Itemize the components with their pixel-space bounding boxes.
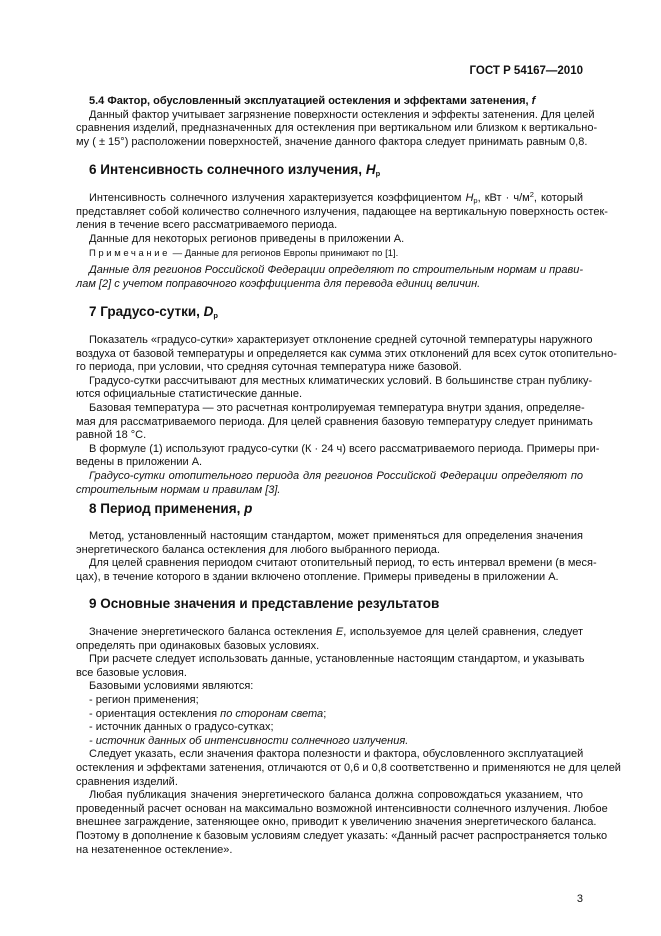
text-line: В формуле (1) используют градусо-сутки (К · 24 ч) всего рассматриваемого периода. Примеры при- [89, 442, 600, 455]
text-end: ; [323, 707, 327, 720]
text-line: воздуха от базовой температуры и определяется как сумма этих отклонений для всех суток отопительно- [76, 347, 617, 360]
list-item: - источник данных об интенсивности солнечного излучения. [89, 734, 409, 747]
text-line: остекления и эффектами затенения, отличаются от 0,6 и 0,8 соответственно и применяются не для целей [76, 761, 621, 774]
text-line: Градусо-сутки отопительного периода для регионов Российской Федерации определяют по [89, 469, 583, 482]
note-text: — Данные для регионов Европы принимают по [1]. [170, 248, 399, 259]
section-heading [76, 501, 583, 517]
text-line: Данные для регионов Российской Федерации определяют по строительным нормам и прави- [89, 264, 583, 276]
text-line: ведены в приложении А. [76, 456, 203, 469]
list-item: - регион применения; [89, 693, 199, 706]
text-line: Любая публикация значения энергетического баланса должна сопровождаться указанием, что [89, 789, 583, 802]
text-line: Градусо-сутки рассчитывают для местных климатических условий. В большинстве стран публику- [89, 374, 593, 387]
note [76, 247, 583, 261]
heading-text: 8 Период применения, [89, 501, 245, 516]
text-line: му ( ± 15°) расположении поверхностей, значение данного фактора следует принимать равным 0,8. [76, 135, 588, 148]
text-line: на незатененное остекление». [76, 843, 233, 856]
section-heading [76, 162, 583, 178]
section-heading [76, 304, 583, 320]
text-line: Базовыми условиями являются: [89, 680, 254, 693]
text-line: сравнения изделий, предназначенных для остекления при вертикальном или близком к вертикально- [76, 122, 598, 135]
text-line: При расчете следует использовать данные, установленные настоящим стандартом, и указывать [89, 653, 585, 666]
heading-symbol: H [365, 162, 376, 177]
text-line: Метод, установленный настоящим стандартом, может применяться для определения значения [89, 530, 583, 542]
document-id: ГОСТ Р 54167—2010 [469, 65, 583, 77]
section-9 [76, 626, 621, 857]
heading-subscript: p [213, 311, 219, 320]
text-line: строительным нормам и правилам [3]. [76, 483, 281, 496]
heading-symbol: D [203, 304, 214, 319]
text-line: определять при одинаковых базовых условиях. [76, 639, 320, 652]
section-7 [76, 334, 617, 497]
section-6-heading [76, 162, 583, 178]
symbol: H [465, 192, 474, 204]
text-line: представляет собой количество солнечного излучения, падающее на вертикальную поверхность остек- [76, 205, 608, 218]
text-end: , который [533, 192, 584, 204]
text-line: лам [2] с учетом поправочного коэффициента для перевода единиц величин. [76, 277, 481, 290]
heading-text: 6 Интенсивность солнечного излучения, [89, 162, 366, 177]
subscript: p [473, 196, 478, 205]
section-7-heading [76, 304, 583, 320]
text-line: внешнее заграждение, затеняющее окно, приводит к увеличению значения энергетического баланса. [76, 816, 597, 829]
section-9-heading [76, 596, 583, 612]
text-line: энергетического баланса остекления для любого выбранного периода. [76, 543, 440, 556]
superscript: 2 [529, 190, 534, 199]
text-line: Данный фактор учитывает загрязнение поверхности остекления и эффекты затенения. Для целей [89, 108, 595, 121]
heading-symbol: p [244, 501, 253, 516]
text-line: Базовая температура — это расчетная контролируемая температура внутри здания, определяе- [89, 401, 585, 414]
italic-paragraph [76, 264, 583, 291]
text-line: проведенный расчет основан на максимально возможной интенсивности солнечного излучения. Любое [76, 802, 608, 815]
section-heading [76, 95, 583, 109]
section-8-heading [76, 501, 583, 517]
section-heading: 9 Основные значения и представление результатов [89, 596, 440, 611]
text-end: , используемое для целей сравнения, следует [343, 626, 583, 638]
text-line: Поэтому в дополнение к базовым условиям следует указать: «Данный расчет распространяется только [76, 829, 608, 842]
section-8 [76, 530, 597, 584]
text-line: Показатель «градусо-сутки» характеризует отклонение средней суточной температуры наружного [89, 334, 593, 346]
text-line: Данные для некоторых регионов приведены в приложении А. [89, 232, 405, 245]
heading-symbol: f [531, 95, 536, 107]
text-line: сравнения изделий. [76, 775, 178, 788]
text-line: Следует указать, если значения фактора полезности и фактора, обусловленного эксплуатацией [89, 748, 584, 761]
page-number: 3 [576, 893, 583, 905]
text-line: ления в течение всего рассматриваемого периода. [76, 219, 338, 232]
section-6 [76, 190, 608, 246]
text-line [76, 192, 583, 206]
note-line [76, 247, 583, 261]
text-line: мая для рассматриваемого периода. Для целей сравнения базовую температуру следует принимать [76, 415, 593, 428]
text-line: го периода, при условии, что средняя суточная температура ниже базовой. [76, 361, 462, 374]
heading-text: 5.4 Фактор, обусловленный эксплуатацией остекления и эффектами затенения, [89, 95, 532, 107]
heading-subscript: p [375, 169, 381, 178]
text: Интенсивность солнечного излучения характеризуется коэффициентом [89, 192, 466, 204]
text-line: цах), в течение которого в здании включено отопление. Примеры приведены в приложении А. [76, 570, 559, 583]
list-item [76, 708, 583, 722]
text-line: ются официальные статистические данные. [76, 388, 303, 401]
note-label: Примечание [89, 248, 170, 259]
text: - ориентация остекления [89, 707, 221, 720]
text: Значение энергетического баланса остекления [89, 626, 336, 638]
italic-text: по сторонам света [220, 707, 324, 720]
heading-text: 7 Градусо-сутки, [89, 304, 204, 319]
text-line [76, 626, 583, 640]
list-item: - источник данных о градусо-сутках; [89, 721, 274, 734]
unit: , кВт · ч/м [477, 192, 530, 204]
text-line: равной 18 °С. [76, 429, 147, 442]
text-line: Для целей сравнения периодом считают отопительный период, то есть интервал времени (в меся- [89, 557, 597, 570]
section-5-4 [76, 95, 598, 149]
text-line: все базовые условия. [76, 666, 187, 679]
symbol: E [335, 626, 344, 638]
